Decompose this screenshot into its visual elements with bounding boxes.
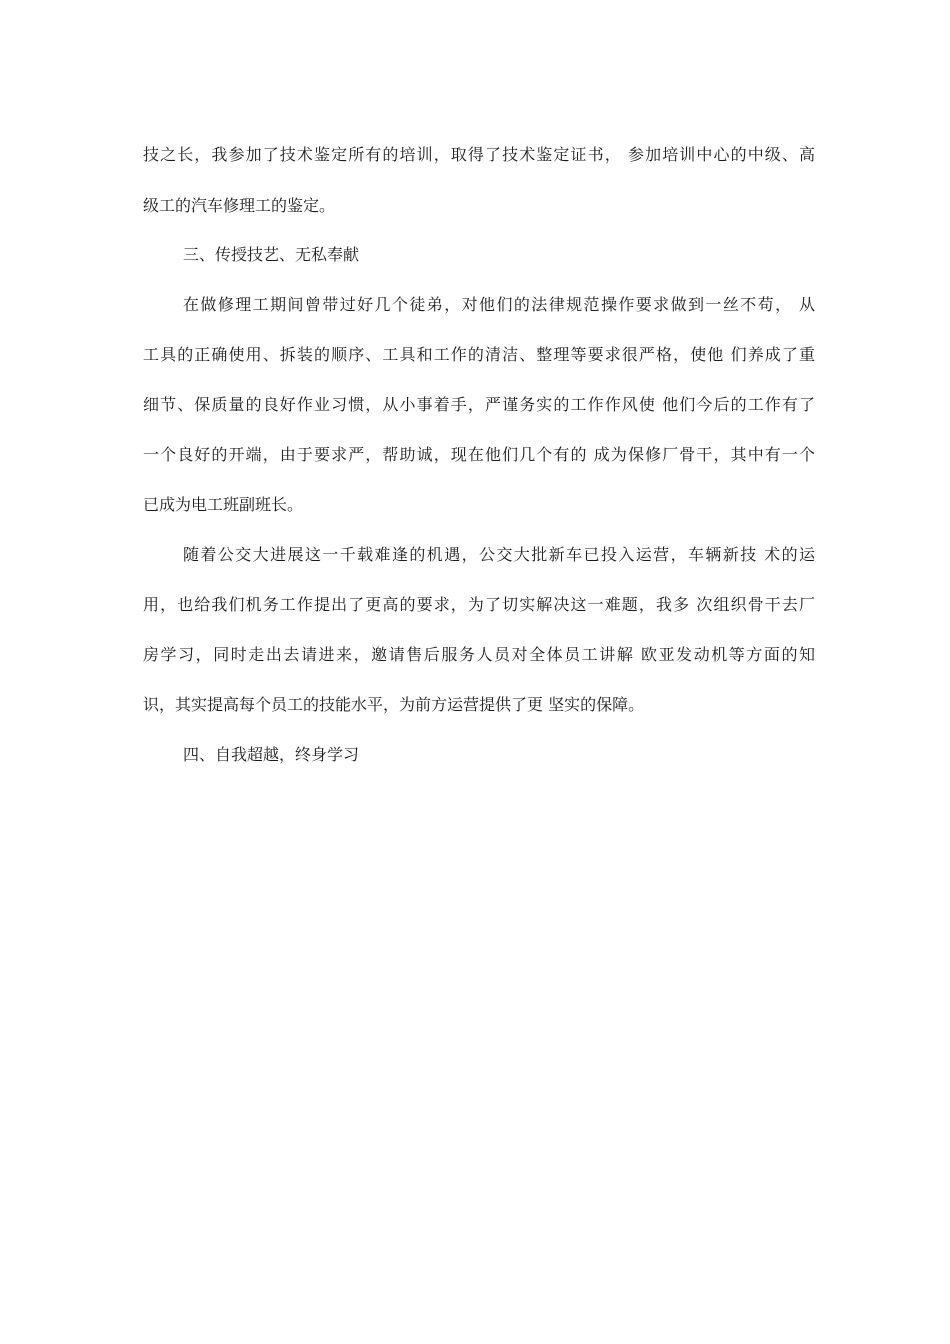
paragraph-1-line-1: 技之长，我参加了技术鉴定所有的培训，取得了技术鉴定证书， 参加培训中心的中级、高 (143, 145, 815, 164)
paragraph-2-line-5: 已成为电工班副班长。 (143, 495, 304, 514)
paragraph-3-line-1: 随着公交大进展这一千载难逢的机遇，公交大批新车已投入运营，车辆新技 术的运 (183, 545, 815, 564)
paragraph-2-line-1: 在做修理工期间曾带过好几个徒弟，对他们的法律规范操作要求做到一丝不苟， 从 (183, 295, 815, 314)
paragraph-2-line-4: 一个良好的开端，由于要求严，帮助诚，现在他们几个有的 成为保修厂骨干，其中有一个 (143, 445, 815, 464)
section-heading-4: 四、自我超越，终身学习 (183, 745, 360, 764)
paragraph-1-line-2: 级工的汽车修理工的鉴定。 (143, 196, 336, 215)
paragraph-3-line-2: 用，也给我们机务工作提出了更高的要求，为了切实解决这一难题，我多 次组织骨干去厂 (143, 595, 815, 614)
paragraph-3-line-3: 房学习，同时走出去请进来，邀请售后服务人员对全体员工讲解 欧亚发动机等方面的知 (143, 645, 815, 664)
paragraph-3-line-4: 识，其实提高每个员工的技能水平，为前方运营提供了更 坚实的保障。 (143, 695, 645, 714)
section-heading-3: 三、传授技艺、无私奉献 (183, 245, 360, 264)
paragraph-2-line-3: 细节、保质量的良好作业习惯，从小事着手，严谨务实的工作作风使 他们今后的工作有了 (143, 395, 815, 414)
paragraph-2-line-2: 工具的正确使用、拆装的顺序、工具和工作的清洁、整理等要求很严格，使他 们养成了重 (143, 345, 815, 364)
